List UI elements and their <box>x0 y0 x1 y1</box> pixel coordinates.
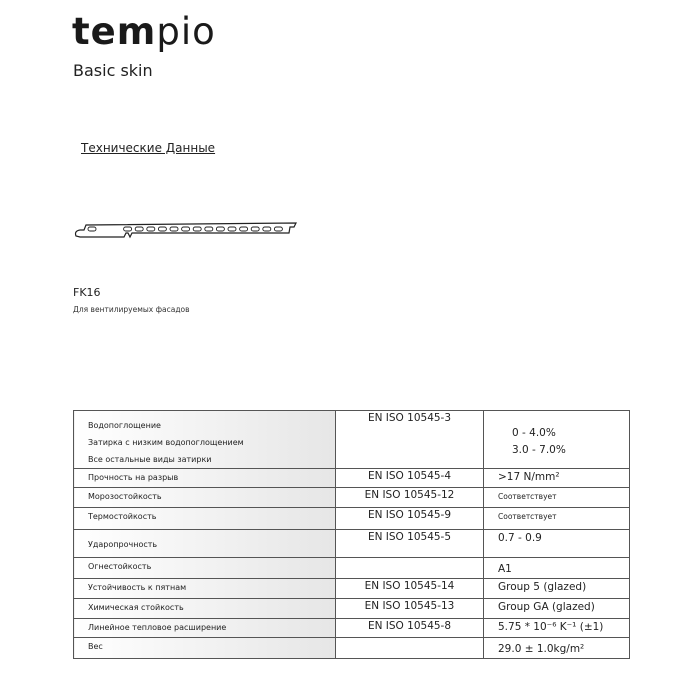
property-label: Устойчивость к пятнам <box>88 583 187 592</box>
standard-cell <box>336 508 484 530</box>
property-label: Вес <box>88 642 103 651</box>
brand-light: pio <box>156 10 216 53</box>
property-cell <box>74 508 336 530</box>
standard-label <box>336 558 483 573</box>
standard-label <box>336 638 483 653</box>
property-label: Термостойкость <box>88 512 157 521</box>
property-cell <box>74 530 336 558</box>
panel-profile-drawing <box>72 218 302 242</box>
panel-slot <box>274 227 282 231</box>
property-label: Морозостойкость <box>88 492 162 501</box>
property-cell <box>74 619 336 638</box>
property-label: Все остальные виды затирки <box>88 455 212 464</box>
standard-label: EN ISO 10545-14 <box>364 580 455 592</box>
value-cell <box>484 469 630 488</box>
standard-label: EN ISO 10545-3 <box>367 412 452 424</box>
table-row <box>74 469 630 488</box>
property-cell <box>74 558 336 579</box>
panel-slot <box>124 227 132 231</box>
property-cell <box>74 411 336 469</box>
property-label: Ударопрочность <box>88 540 158 549</box>
standard-cell <box>336 411 484 469</box>
standard-label: EN ISO 10545-4 <box>367 470 452 482</box>
standard-cell <box>336 558 484 579</box>
property-cell <box>74 469 336 488</box>
value-cell <box>484 411 630 469</box>
property-label: Прочность на разрыв <box>88 473 179 482</box>
value-label: Group GA (glazed) <box>498 601 595 613</box>
standard-label: EN ISO 10545-13 <box>364 600 455 612</box>
table-row <box>74 558 630 579</box>
standard-cell <box>336 619 484 638</box>
panel-slot <box>228 227 236 231</box>
property-cell <box>74 579 336 599</box>
product-description: Для вентилируемых фасадов <box>73 305 190 314</box>
standard-cell <box>336 530 484 558</box>
property-label: Линейное тепловое расширение <box>88 623 227 632</box>
subtitle: Basic skin <box>73 61 153 80</box>
property-cell <box>74 488 336 508</box>
value-cell <box>484 599 630 619</box>
panel-slot <box>251 227 259 231</box>
value-label: 29.0 ± 1.0kg/m² <box>498 643 585 655</box>
table-row <box>74 579 630 599</box>
standard-cell <box>336 488 484 508</box>
value-label: 0.7 - 0.9 <box>498 532 542 544</box>
standard-cell <box>336 599 484 619</box>
value-cell <box>484 508 630 530</box>
value-label: >17 N/mm² <box>498 471 560 483</box>
property-cell <box>74 599 336 619</box>
property-label: Огнестойкость <box>88 562 152 571</box>
value-cell <box>484 530 630 558</box>
panel-slot <box>158 227 166 231</box>
value-label <box>498 411 629 425</box>
panel-slot <box>205 227 213 231</box>
property-label: Химическая стойкость <box>88 603 184 612</box>
panel-slot <box>240 227 248 231</box>
table-row <box>74 488 630 508</box>
value-cell <box>484 579 630 599</box>
property-cell <box>74 638 336 659</box>
panel-slot <box>170 227 178 231</box>
brand-bold: tem <box>72 10 157 53</box>
brand-logo <box>72 10 216 53</box>
value-cell <box>484 638 630 659</box>
standard-cell <box>336 469 484 488</box>
table-row <box>74 508 630 530</box>
standard-label: EN ISO 10545-8 <box>367 620 452 632</box>
panel-slot <box>88 227 96 231</box>
product-code: FK16 <box>73 286 101 299</box>
value-label: 3.0 - 7.0% <box>512 444 566 456</box>
value-label: Соответствует <box>498 492 557 501</box>
spec-table <box>73 410 630 659</box>
value-label: Group 5 (glazed) <box>498 581 587 593</box>
table-row <box>74 530 630 558</box>
value-label: 0 - 4.0% <box>512 427 556 439</box>
value-label: 5.75 * 10⁻⁶ K⁻¹ (±1) <box>498 621 604 633</box>
panel-slot <box>135 227 143 231</box>
table-row <box>74 599 630 619</box>
value-label: A1 <box>498 563 512 575</box>
panel-slot <box>263 227 271 231</box>
table-row <box>74 619 630 638</box>
property-label: Затирка с низким водопоглощением <box>88 438 244 447</box>
standard-label: EN ISO 10545-12 <box>364 489 455 501</box>
panel-slot <box>182 227 190 231</box>
panel-slot <box>216 227 224 231</box>
property-label: Водопоглощение <box>88 421 161 430</box>
value-label: Соответствует <box>498 512 557 521</box>
standard-label: EN ISO 10545-5 <box>367 531 452 543</box>
table-row <box>74 411 630 469</box>
technical-data-link[interactable]: Технические Данные <box>81 141 216 155</box>
panel-slot <box>193 227 201 231</box>
value-cell <box>484 488 630 508</box>
standard-label: EN ISO 10545-9 <box>367 509 452 521</box>
standard-cell <box>336 579 484 599</box>
standard-cell <box>336 638 484 659</box>
panel-slot <box>147 227 155 231</box>
value-cell <box>484 558 630 579</box>
value-cell <box>484 619 630 638</box>
table-row <box>74 638 630 659</box>
